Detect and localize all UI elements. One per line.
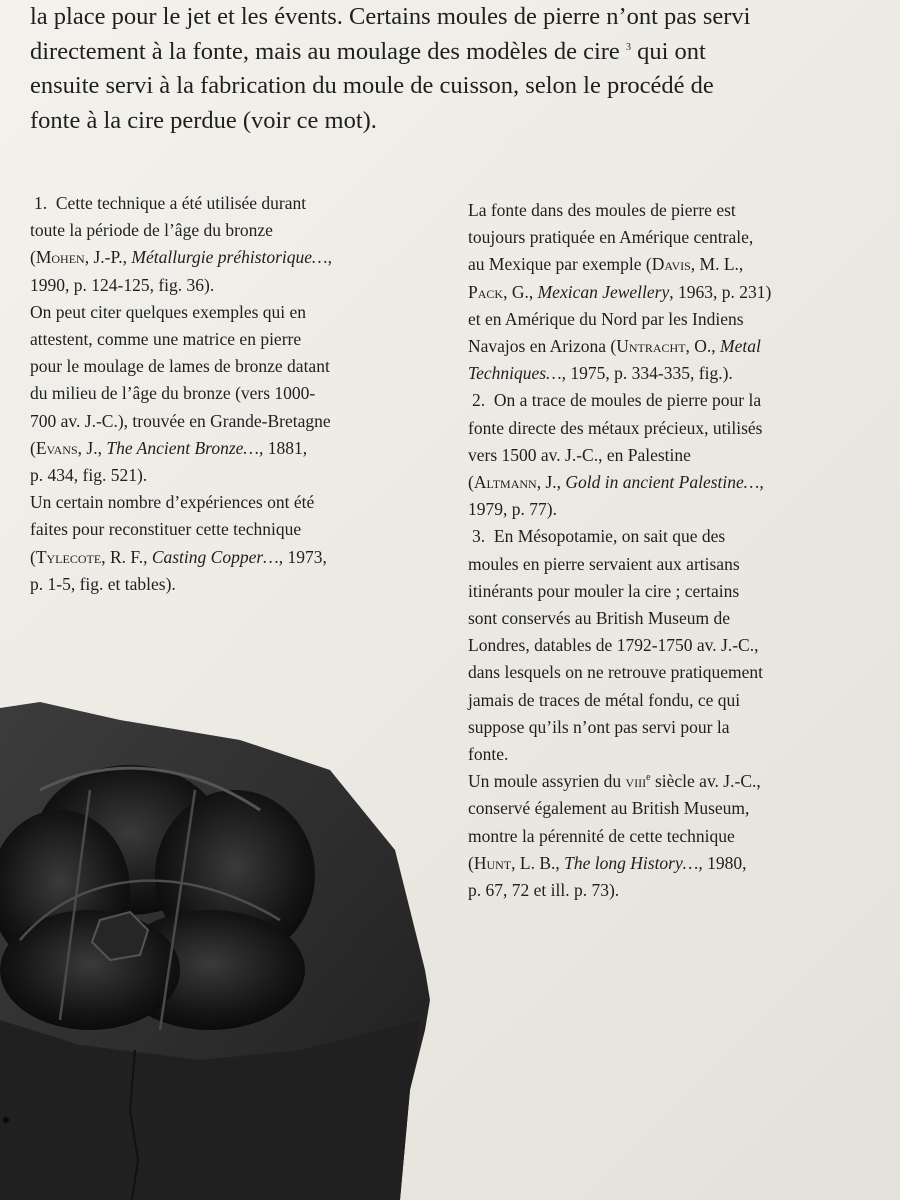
mould-lobe — [0, 910, 180, 1030]
footnote-3: 3. En Mésopotamie, on sait que des moules en pierre servaient aux artisans itinérants pour mouler la cire ; certains sont conservés au British Museum de Londres, datables de 1792-1750 av. J.-C., dans lesquels on ne retrouve pratiquement jamais de traces de métal fondu, ce qui suppose qu’ils n’ont pas servi pour la fonte. — [468, 526, 763, 765]
notes-right-column — [468, 197, 868, 904]
notes-left-column — [30, 190, 430, 598]
footnote-1-continued: La fonte dans des moules de pierre est toujours pratiquée en Amérique centrale, au Mexique par exemple (Davis, M. L., Pack, G., Mexican Jewellery, 1963, p. 231) et en Amérique du Nord par les Indiens Navajos en Arizona (Untracht, O., Metal Techniques…, 1975, p. 334-335, fig.). — [468, 200, 772, 384]
footnote-1-paragraph-3: Un certain nombre d’expériences ont été faites pour reconstituer cette technique (Tylecote, R. F., Casting Copper…, 1973, p. 1-5, fig. et tables). — [30, 492, 327, 594]
intro-line: la place pour le jet et les évents. Certains moules de pierre n’ont pas servi — [30, 3, 751, 30]
mould-hole — [3, 1117, 9, 1123]
intro-line: fonte à la cire perdue (voir ce mot). — [30, 106, 377, 134]
footnote-1: 1. Cette technique a été utilisée durant toute la période de l’âge du bronze (Mohen, J.-P., Métallurgie préhistorique…, 1990, p. 124-125, fig. 36). — [30, 193, 332, 295]
footnote-1-paragraph-2: On peut citer quelques exemples qui en attestent, comme une matrice en pierre pour le moulage de lames de bronze datant du milieu de l’âge du bronze (vers 1000- 700 av. J.-C.), trouvée en Grande-Bretagne (Evans, J., The Ancient Bronze…, 1881, p. 434, fig. 521). — [30, 301, 331, 486]
footnote-3-paragraph-2: Un moule assyrien du viii$^e$ siècle av. J.-C., conservé également au British Museum, montre la pérennité de cette technique (Hunt, L. B., The long History…, 1980, p. 67, 72 et ill. p. 73). — [468, 771, 761, 901]
footnote-ref: 3 — [625, 41, 631, 53]
footnote-2: 2. On a trace de moules de pierre pour la fonte directe des métaux précieux, utilisés vers 1500 av. J.-C., en Palestine (Altmann, J., Gold in ancient Palestine…, 1979, p. 77). — [468, 390, 764, 520]
stone-mould-photo — [0, 690, 440, 1200]
intro-line: directement à la fonte, mais au moulage des modèles de cire $^3$ qui ont — [30, 37, 706, 65]
intro-line: ensuite servi à la fabrication du moule de cuisson, selon le procédé de — [30, 72, 714, 99]
intro-paragraph — [30, 0, 860, 138]
